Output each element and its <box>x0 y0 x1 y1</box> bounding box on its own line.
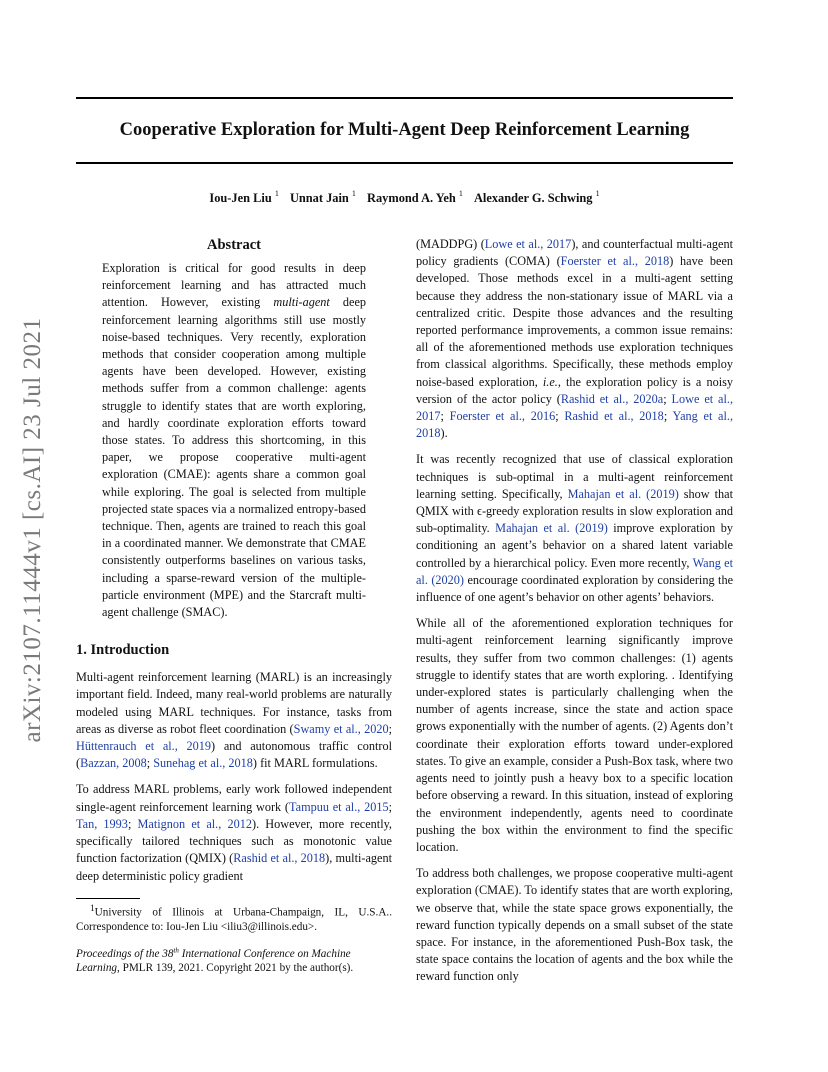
author: Unnat Jain $^1$ <box>289 189 356 206</box>
arxiv-stamp-text: arXiv:2107.11444v1 [cs.AI] 23 Jul 2021 <box>19 317 46 743</box>
citation-link[interactable]: Foerster et al., 2018 <box>560 254 670 269</box>
citation-link[interactable]: Lowe et al., 2017 <box>484 237 572 251</box>
top-rule <box>76 97 733 99</box>
citation-link[interactable]: Rashid et al., 2018 <box>564 409 664 424</box>
citation-link[interactable]: Sunehag et al., 2018 <box>153 756 253 771</box>
citation-link[interactable]: Tan, 1993 <box>76 816 128 831</box>
citation-link[interactable]: Rashid et al., 2018 <box>233 851 326 866</box>
citation-link[interactable]: Mahajan et al. (2019) <box>567 486 679 501</box>
abstract-heading: Abstract <box>207 237 261 253</box>
intro-paragraph: Multi-agent reinforcement learning (MARL) is an increasingly important field. Indeed, many real-world problems are naturally modeled using MARL techniques. For instance, tasks from areas as diverse as robot fleet coordination (Swamy et al., 2020; Hüttenrauch et al., 2019) and autonomous traffic control (Bazzan, 2008; Sunehag et al., 2018) fit MARL formulations. <box>76 670 392 771</box>
title-bottom-rule <box>76 162 733 164</box>
affiliation-footnote: $^1$University of Illinois at Urbana-Champaign, IL, U.S.A.. Correspondence to: Iou-Jen Liu <iliu3@illinois.edu>. <box>76 904 392 934</box>
arxiv-stamp <box>12 310 54 750</box>
section-heading-introduction: 1. Introduction <box>76 642 170 659</box>
citation-link[interactable]: Lowe et al., 2017 <box>416 391 734 424</box>
citation-link[interactable]: Tampuu et al., 2015 <box>289 799 389 814</box>
proceedings-note: Proceedings of the 38th International Conference on Machine Learning, PMLR 139, 2021. Copyright 2021 by the author(s). <box>76 946 354 975</box>
citation-link[interactable]: Matignon et al., 2012 <box>137 816 252 831</box>
body-paragraph: To address both challenges, we propose cooperative multi-agent exploration (CMAE). To identify states that are worth exploring, we observe that, while the state space grows exponentially, the reward function typically depends on a small subset of the state space. For instance, in the aforementioned Push-Box task, the state space contains the location of agents and the box while the reward function only <box>416 866 733 984</box>
body-paragraph: While all of the aforementioned exploration techniques for multi-agent reinforcement learning significantly improve results, they suffer from two common challenges: (1) agents struggle to identify states that are worth exploring. . Identifying under-explored states is particularly challenging when the number of agents increase, since the state and action space grows exponentially with the number of agents. (2) Agents don’t coordinate their exploration efforts toward under-explored states. To give an example, consider a Push-Box task, where two agents need to jointly push a heavy box to a specific location before observing a reward. In this situation, instead of exploring the environment independently, agents need to coordinate pushing the box within the environment to find the specific location. <box>416 616 734 854</box>
body-paragraph: It was recently recognized that use of classical exploration techniques is sub-optimal in a multi-agent reinforcement learning setting. Specifically, Mahajan et al. (2019) show that QMIX with ϵ-greedy exploration results in slow exploration and sub-optimality. Mahajan et al. (2019) improve exploration by conditioning an agent’s behavior on a shared latent variable controlled by a hierarchical policy. Even more recently, Wang et al. (2020) encourage coordinated exploration by considering the influence of one agent’s behavior on other agents’ behaviors. <box>416 452 734 605</box>
author: Iou-Jen Liu $^1$ <box>209 189 279 206</box>
citation-link[interactable]: Wang et al. (2020) <box>416 555 734 587</box>
citation-link[interactable]: Swamy et al., 2020 <box>293 721 389 736</box>
citation-link[interactable]: Yang et al., 2018 <box>416 409 734 441</box>
body-paragraph: (MADDPG) (Lowe et al., 2017), and counterfactual multi-agent policy gradients (COMA) (Foerster et al., 2018) have been developed. Those methods excel in a multi-agent setting because they address the non-stationary issue of MARL via a centralized critic. Despite those advances and the resulting reported performance improvements, a common issue remains: all of the aforementioned methods use exploration techniques from classical algorithms. Specifically, these methods employ noise-based exploration, i.e., the exploration policy is a noisy version of the actor policy (Rashid et al., 2020a; Lowe et al., 2017; Foerster et al., 2016; Rashid et al., 2018; Yang et al., 2018). <box>416 237 734 441</box>
abstract-text: Exploration is critical for good results in deep reinforcement learning and has attracted much attention. However, existing multi-agent deep reinforcement learning algorithms still use mostly noise-based techniques. Very recently, exploration methods that consider cooperation among multiple agents have been developed. However, existing methods suffer from a common challenge: agents struggle to identify states that are worth exploring, and hardly coordinate exploration efforts toward those states. To address this shortcoming, in this paper, we propose cooperative multi-agent exploration (CMAE): agents share a common goal while exploring. The goal is selected from multiple projected state spaces via a normalized entropy-based technique. Then, agents are trained to reach this goal in a coordinated manner. We demonstrate that CMAE consistently outperforms baselines on various tasks, including a sparse-reward version of the multiple-particle environment (MPE) and the Starcraft multi-agent challenge (SMAC). <box>102 261 367 620</box>
citation-link[interactable]: Rashid et al., 2020a <box>560 391 664 406</box>
paper-title: Cooperative Exploration for Multi-Agent Deep Reinforcement Learning <box>119 120 690 140</box>
author: Raymond A. Yeh $^1$ <box>367 189 463 206</box>
footnote-rule <box>76 898 140 899</box>
left-column <box>76 236 392 894</box>
citation-link[interactable]: Hüttenrauch et al., 2019 <box>76 739 212 754</box>
citation-link[interactable]: Mahajan et al. (2019) <box>495 521 608 536</box>
intro-paragraph: To address MARL problems, early work followed independent single-agent reinforcement learning work (Tampuu et al., 2015; Tan, 1993; Matignon et al., 2012). However, more recently, specifically tailored techniques such as monotonic value function factorization (QMIX) (Rashid et al., 2018), multi-agent deep deterministic policy gradient <box>76 782 392 883</box>
right-column <box>416 236 733 995</box>
citation-link[interactable]: Foerster et al., 2016 <box>449 409 556 424</box>
citation-link[interactable]: Bazzan, 2008 <box>80 756 147 771</box>
author-list <box>76 190 733 206</box>
author: Alexander G. Schwing $^1$ <box>473 189 600 206</box>
